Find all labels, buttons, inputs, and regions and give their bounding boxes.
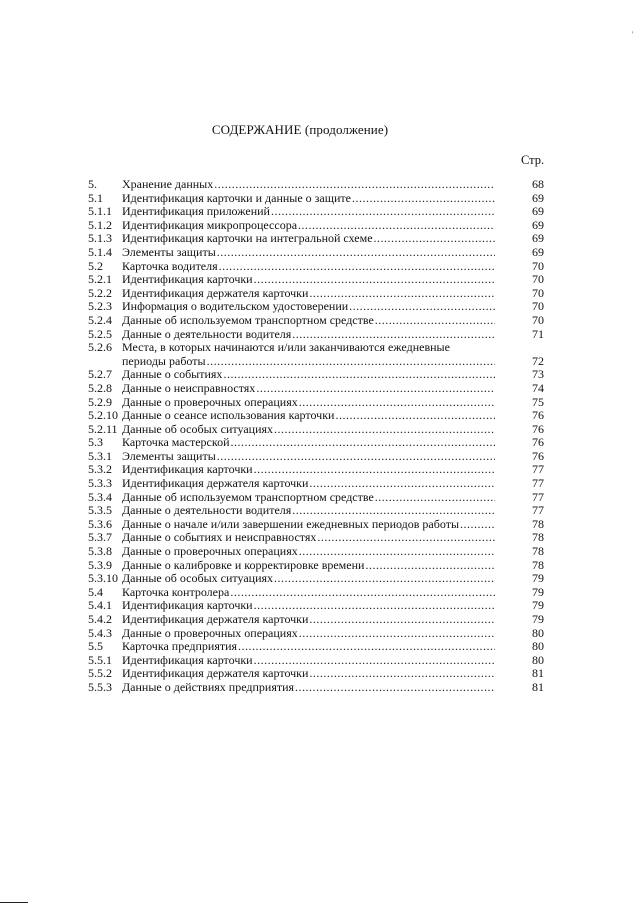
toc-entry-page-number: 79: [532, 584, 544, 599]
toc-entry-title: Идентификация микропроцессора: [122, 218, 298, 232]
toc-entry: [88, 219, 548, 233]
toc-entry-text-wrap: [122, 341, 495, 368]
dot-leader: [374, 232, 495, 246]
toc-entry-title: Данные о деятельности водителя: [122, 504, 292, 518]
toc-entry-text-wrap: [122, 545, 495, 559]
toc-entry: [88, 667, 548, 681]
toc-entry-title: Идентификация держателя карточки: [122, 667, 309, 681]
toc-entry-title: Карточка предприятия: [122, 640, 238, 654]
toc-entry-text-wrap: [122, 423, 495, 437]
toc-entry-title: Карточка водителя: [122, 259, 218, 273]
toc-entry-title: Данные об особых ситуациях: [122, 572, 274, 586]
dot-leader: [271, 205, 495, 219]
toc-entry: [88, 246, 548, 260]
toc-entry-number: 5.1.3: [88, 231, 112, 246]
toc-entry-number: 5.5: [88, 639, 103, 654]
toc-entry-text-wrap: [122, 586, 495, 600]
toc-entry-number: 5.3.5: [88, 503, 112, 518]
toc-entry-number: 5.5.3: [88, 679, 112, 694]
toc-entry-title: Идентификация карточки на интегральной схеме: [122, 232, 373, 246]
toc-entry: [88, 640, 548, 654]
toc-entry-number: 5.3.8: [88, 544, 112, 559]
toc-entry-number: 5.1.4: [88, 244, 112, 259]
toc-entry: [88, 341, 548, 368]
toc-entry-page-number: 81: [532, 666, 544, 681]
toc-entry-page-number: 70: [532, 299, 544, 314]
toc-entry: [88, 654, 548, 668]
toc-entry-number: 5.3.2: [88, 462, 112, 477]
toc-entry-title: Идентификация карточки: [122, 273, 253, 287]
toc-entry: [88, 300, 548, 314]
toc-entry: [88, 178, 548, 192]
toc-entry-title: Хранение данных: [122, 178, 214, 191]
dot-leader: [274, 572, 495, 586]
toc-entry-page-number: 77: [532, 462, 544, 477]
toc-entry-title: Идентификация держателя карточки: [122, 477, 309, 491]
toc-entry-page-number: 77: [532, 489, 544, 504]
toc-entry-page-number: 78: [532, 544, 544, 559]
toc-entry-number: 5.2.8: [88, 380, 112, 395]
dot-leader: [231, 436, 495, 450]
toc-entry-page-number: 73: [532, 367, 544, 382]
dot-leader: [335, 409, 495, 423]
toc-entry-title: Идентификация карточки и данные о защите: [122, 191, 351, 205]
dot-leader: [217, 246, 495, 260]
toc-entry-page-number: 68: [532, 177, 544, 191]
toc-entry-page-number: 81: [532, 679, 544, 694]
toc-entry: [88, 232, 548, 246]
toc-entry-text-wrap: [122, 178, 495, 192]
toc-entry-number: 5.2.9: [88, 394, 112, 409]
toc-entry-text-wrap: [122, 219, 495, 233]
toc-entry-page-number: 78: [532, 557, 544, 572]
toc-entry-title: Элементы защиты: [122, 449, 216, 463]
toc-entry-title: Данные о деятельности водителя: [122, 327, 292, 341]
toc-entry: [88, 287, 548, 301]
toc-entry-number: 5.2.2: [88, 285, 112, 300]
toc-entry: [88, 368, 548, 382]
toc-entry-number: 5.1.2: [88, 217, 112, 232]
dot-leader: [254, 599, 495, 613]
toc-entry-number: 5.2.1: [88, 272, 112, 287]
toc-entry-text-wrap: [122, 599, 495, 613]
toc-entry-title: Данные о сеансе использования карточки: [122, 409, 335, 423]
toc-entry-page-number: 77: [532, 503, 544, 518]
toc-entry-title: Идентификация карточки: [122, 463, 253, 477]
toc-entry-text-wrap: [122, 260, 495, 274]
dot-leader: [299, 396, 495, 410]
toc-entry-number: 5.3.6: [88, 516, 112, 531]
toc-entry-title: Карточка мастерской: [122, 436, 230, 450]
toc-entry: [88, 382, 548, 396]
toc-entry-text-wrap: [122, 409, 495, 423]
toc-entry: [88, 681, 548, 695]
toc-entry-page-number: 80: [532, 639, 544, 654]
toc-entry-text-wrap: [122, 328, 495, 342]
dot-leader: [214, 178, 495, 192]
toc-entry-page-number: 70: [532, 285, 544, 300]
toc-entry-text-wrap: [122, 396, 495, 410]
toc-entry-text-wrap: [122, 491, 495, 505]
toc-entry-number: 5.4: [88, 584, 103, 599]
toc-entry-text-wrap: [122, 654, 495, 668]
toc-entry-number: 5.3.10: [88, 571, 118, 586]
toc-entry-number: 5.3.3: [88, 476, 112, 491]
dot-leader: [207, 355, 495, 369]
dot-leader: [460, 518, 495, 532]
toc-entry-title: Данные о событиях: [122, 368, 223, 382]
toc-entry-title: Идентификация приложений: [122, 205, 270, 219]
toc-entry-number: 5.4.2: [88, 612, 112, 626]
dot-leader: [299, 545, 495, 559]
toc-entry-text-wrap: [122, 681, 495, 695]
toc-entry-text-wrap: [122, 463, 495, 477]
toc-entry-number: 5.1.1: [88, 204, 112, 219]
toc-entry: [88, 572, 548, 586]
toc-entry-title: Данные о проверочных операциях: [122, 626, 298, 640]
toc-entry-number: 5.3: [88, 435, 103, 450]
toc-entry: [88, 518, 548, 532]
toc-entry-number: 5.2.4: [88, 312, 112, 327]
toc-entry-number: 5.1: [88, 190, 103, 205]
toc-entry-title: Данные о начале и/или завершении ежедневных периодов работы: [122, 517, 460, 531]
toc-entry-title-line2: [122, 355, 495, 369]
toc-entry-text-wrap: [122, 640, 495, 654]
dot-leader: [299, 627, 495, 641]
dot-leader: [230, 586, 495, 600]
toc-entry-page-number: 69: [532, 244, 544, 259]
toc-entry-number: 5.2.5: [88, 326, 112, 341]
toc-entry-page-number: 69: [532, 217, 544, 232]
toc-entry: [88, 559, 548, 573]
toc-entry-title: Идентификация карточки: [122, 653, 253, 667]
toc-entry-number: 5.2.10: [88, 408, 118, 423]
table-of-contents: [88, 178, 548, 695]
toc-entry-page-number: 79: [532, 612, 544, 626]
toc-entry: [88, 504, 548, 518]
toc-entry: [88, 627, 548, 641]
dot-leader: [295, 681, 495, 695]
dot-leader: [292, 328, 495, 342]
toc-entry-title: Идентификация карточки: [122, 599, 253, 613]
toc-entry-page-number: 74: [532, 380, 544, 395]
dot-leader: [309, 287, 495, 301]
toc-entry-title: Карточка контролера: [122, 585, 230, 599]
toc-entry-text-wrap: [122, 613, 495, 627]
toc-entry-title: Идентификация держателя карточки: [122, 613, 309, 626]
page-column-header: Стр.: [521, 153, 545, 167]
toc-entry-number: 5.2.7: [88, 367, 112, 382]
dot-leader: [254, 273, 495, 287]
toc-entry: [88, 586, 548, 600]
dot-leader: [292, 504, 495, 518]
toc-entry-title: Данные о событиях и неисправностях: [122, 531, 317, 545]
toc-entry-number: 5.2.6: [88, 340, 112, 355]
toc-entry-number: 5.2: [88, 258, 103, 273]
toc-entry-text-wrap: [122, 205, 495, 219]
toc-entry-number: 5.5.2: [88, 666, 112, 681]
dot-leader: [274, 423, 495, 437]
dot-leader: [317, 531, 495, 545]
toc-entry-number: 5.3.4: [88, 489, 112, 504]
toc-entry-text-wrap: [122, 518, 495, 532]
toc-entry-text-wrap: [122, 450, 495, 464]
toc-entry-title: Данные о проверочных операциях: [122, 395, 298, 409]
dot-leader: [375, 314, 495, 328]
toc-entry-page-number: 78: [532, 516, 544, 531]
toc-entry: [88, 205, 548, 219]
toc-entry-title: Данные о действиях предприятия: [122, 680, 295, 694]
toc-entry: [88, 423, 548, 437]
toc-entry-title: Идентификация держателя карточки: [122, 286, 309, 300]
dot-leader: [375, 491, 495, 505]
toc-entry: [88, 545, 548, 559]
toc-entry-text-wrap: [122, 559, 495, 573]
toc-entry-text-wrap: [122, 246, 495, 260]
toc-entry-text-wrap: [122, 232, 495, 246]
toc-entry-text-wrap: [122, 477, 495, 491]
toc-entry-title: Данные о калибровке и корректировке времени: [122, 558, 365, 572]
toc-entry-title: Данные об используемом транспортном средстве: [122, 313, 374, 327]
toc-entry-page-number: 80: [532, 652, 544, 667]
toc-entry-text-wrap: [122, 314, 495, 328]
toc-entry-page-number: 70: [532, 258, 544, 273]
dot-leader: [309, 667, 495, 681]
dot-leader: [349, 300, 495, 314]
toc-entry-text-wrap: [122, 300, 495, 314]
toc-entry-page-number: 79: [532, 598, 544, 613]
toc-entry: [88, 396, 548, 410]
dot-leader: [352, 192, 495, 206]
toc-entry-title: Информация о водительском удостоверении: [122, 300, 349, 314]
toc-entry-page-number: 69: [532, 231, 544, 246]
toc-entry: [88, 531, 548, 545]
toc-entry-text-wrap: [122, 368, 495, 382]
toc-entry-number: 5.2.3: [88, 299, 112, 314]
toc-entry-number: 5.2.11: [88, 421, 118, 436]
dot-leader: [254, 654, 495, 668]
toc-entry-page-number: 80: [532, 625, 544, 640]
dot-leader: [309, 613, 495, 627]
toc-entry-number: 5.4.3: [88, 625, 112, 640]
toc-entry-text-wrap: [122, 287, 495, 301]
toc-entry-page-number: 70: [532, 312, 544, 327]
toc-entry-number: 5.: [88, 177, 97, 191]
dot-leader: [238, 640, 495, 654]
toc-entry: [88, 613, 548, 627]
toc-entry: [88, 328, 548, 342]
toc-entry-page-number: 76: [532, 448, 544, 463]
dot-leader: [256, 382, 495, 396]
toc-entry-page-number: 76: [532, 421, 544, 436]
toc-entry: [88, 260, 548, 274]
toc-entry-page-number: 77: [532, 476, 544, 491]
bottom-edge-line: [0, 902, 28, 903]
toc-entry-text-wrap: [122, 382, 495, 396]
toc-entry: [88, 599, 548, 613]
toc-entry-title-line1: Места, в которых начинаются и/или заканчиваются ежедневные: [122, 341, 450, 355]
dot-leader: [254, 463, 495, 477]
toc-entry-number: 5.3.9: [88, 557, 112, 572]
toc-entry-title: Элементы защиты: [122, 245, 216, 259]
toc-entry-title: Данные об используемом транспортном средстве: [122, 490, 374, 504]
toc-entry-text-wrap: [122, 667, 495, 681]
toc-entry-text-wrap: [122, 572, 495, 586]
toc-entry-title: Данные о проверочных операциях: [122, 545, 298, 559]
toc-entry-text-wrap: [122, 531, 495, 545]
toc-entry: [88, 491, 548, 505]
toc-entry-title: Данные об особых ситуациях: [122, 422, 274, 436]
page-title: СОДЕРЖАНИЕ (продолжение): [211, 122, 389, 137]
toc-entry-text-wrap: [122, 192, 495, 206]
dot-leader: [365, 559, 495, 573]
toc-entry-number: 5.4.1: [88, 598, 112, 613]
toc-entry-page-number: 75: [532, 394, 544, 409]
toc-entry: [88, 314, 548, 328]
toc-entry-page-number: 79: [532, 571, 544, 586]
toc-entry: [88, 192, 548, 206]
toc-entry: [88, 450, 548, 464]
toc-entry-page-number: 71: [532, 326, 544, 341]
toc-entry-title: периоды работы: [122, 354, 206, 368]
corner-mark: ': [632, 30, 634, 39]
dot-leader: [223, 368, 495, 382]
toc-entry-page-number: 69: [532, 190, 544, 205]
dot-leader: [309, 477, 495, 491]
toc-entry: [88, 436, 548, 450]
dot-leader: [217, 450, 495, 464]
toc-entry-text-wrap: [122, 627, 495, 641]
toc-entry: [88, 273, 548, 287]
toc-entry-text-wrap: [122, 436, 495, 450]
toc-entry-number: 5.3.1: [88, 448, 112, 463]
dot-leader: [219, 260, 495, 274]
dot-leader: [298, 219, 495, 233]
toc-entry: [88, 409, 548, 423]
toc-entry-page-number: 78: [532, 530, 544, 545]
toc-entry-number: 5.5.1: [88, 652, 112, 667]
toc-entry-text-wrap: [122, 273, 495, 287]
toc-entry-page-number: 72: [532, 353, 544, 368]
toc-entry-page-number: 76: [532, 408, 544, 423]
toc-entry: [88, 477, 548, 491]
toc-entry: [88, 463, 548, 477]
toc-entry-title: Данные о неисправностях: [122, 381, 256, 395]
toc-entry-page-number: 76: [532, 435, 544, 450]
toc-entry-text-wrap: [122, 504, 495, 518]
toc-entry-page-number: 69: [532, 204, 544, 219]
toc-entry-number: 5.3.7: [88, 530, 112, 545]
toc-entry-page-number: 70: [532, 272, 544, 287]
